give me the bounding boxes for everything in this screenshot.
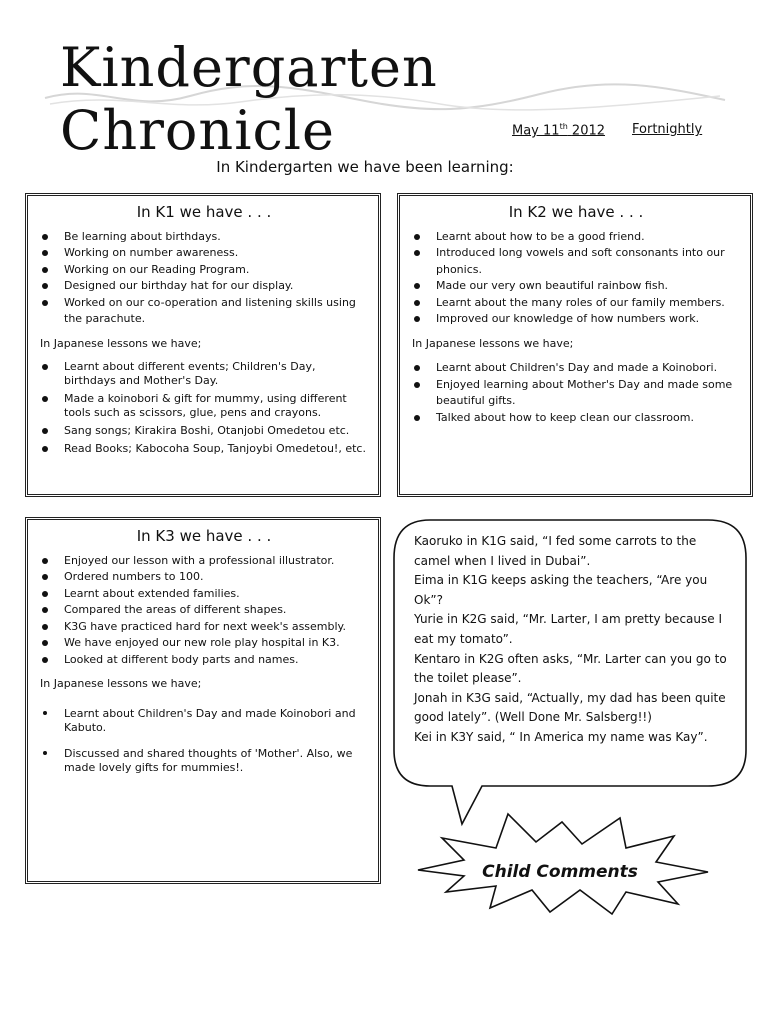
issue-frequency: Fortnightly bbox=[632, 122, 703, 137]
list-item: Learnt about how to be a good friend. bbox=[412, 229, 740, 246]
comment-line: Kei in K3Y said, “ In America my name was Kay”. bbox=[414, 729, 708, 744]
list-item: Worked on our co-operation and listening skills using the parachute. bbox=[40, 295, 368, 328]
list-item: Designed our birthday hat for our display. bbox=[40, 278, 368, 295]
k3-japanese-list bbox=[40, 707, 368, 775]
comment-line: Kentaro in K2G often asks, “Mr. Larter can you go to the toilet please”. bbox=[414, 651, 727, 686]
child-comments-label: Child Comments bbox=[482, 862, 638, 882]
list-item: Ordered numbers to 100. bbox=[40, 569, 368, 586]
comment-line: Kaoruko in K1G said, “I fed some carrots to the camel when I lived in Dubai”. bbox=[414, 534, 697, 568]
list-item: Learnt about extended families. bbox=[40, 586, 368, 603]
list-item: Enjoyed our lesson with a professional illustrator. bbox=[40, 553, 368, 570]
list-item: Compared the areas of different shapes. bbox=[40, 602, 368, 619]
list-item: Learnt about different events; Children's Day, birthdays and Mother's Day. bbox=[40, 360, 368, 388]
k1-panel bbox=[25, 193, 381, 497]
list-item: Looked at different body parts and names. bbox=[40, 652, 368, 669]
comment-line: Jonah in K3G said, “Actually, my dad has been quite good lately”. (Well Done Mr. Salsberg!!) bbox=[414, 690, 726, 725]
list-item: Read Books; Kabocoha Soup, Tanjoybi Omedetou!, etc. bbox=[40, 442, 368, 456]
comment-line: Yurie in K2G said, “Mr. Larter, I am pretty because I eat my tomato”. bbox=[414, 612, 722, 646]
newsletter-title: Kindergarten Chronicle bbox=[60, 36, 438, 162]
list-item: Be learning about birthdays. bbox=[40, 229, 368, 246]
issue-date bbox=[512, 122, 605, 138]
list-item: Discussed and shared thoughts of 'Mother'. Also, we made lovely gifts for mummies!. bbox=[40, 747, 368, 775]
k2-panel bbox=[397, 193, 753, 497]
list-item: Made a koinobori & gift for mummy, using different tools such as scissors, glue, pens and crayons. bbox=[40, 392, 368, 420]
k1-heading: In K1 we have . . . bbox=[136, 203, 272, 221]
k1-japanese-heading: In Japanese lessons we have; bbox=[40, 336, 202, 350]
date-month-day: May 11 bbox=[512, 123, 560, 139]
list-item: Made our very own beautiful rainbow fish. bbox=[412, 278, 740, 295]
list-item: Improved our knowledge of how numbers work. bbox=[412, 311, 740, 328]
list-item: Working on number awareness. bbox=[40, 245, 368, 262]
date-ordinal: th bbox=[559, 122, 568, 131]
k2-list bbox=[412, 229, 740, 328]
k1-japanese-list bbox=[40, 360, 368, 456]
list-item: Learnt about Children's Day and made a Koinobori. bbox=[412, 360, 740, 377]
k2-japanese-list bbox=[412, 360, 740, 426]
list-item: Introduced long vowels and soft consonants into our phonics. bbox=[412, 245, 740, 278]
k2-heading: In K2 we have . . . bbox=[508, 203, 644, 221]
k3-panel bbox=[25, 517, 381, 884]
k2-japanese-heading: In Japanese lessons we have; bbox=[412, 336, 574, 350]
date-year: 2012 bbox=[571, 123, 606, 139]
list-item: Learnt about the many roles of our family members. bbox=[412, 295, 740, 312]
list-item: Enjoyed learning about Mother's Day and made some beautiful gifts. bbox=[412, 377, 740, 410]
list-item: Learnt about Children's Day and made Koinobori and Kabuto. bbox=[40, 707, 368, 735]
list-item: We have enjoyed our new role play hospital in K3. bbox=[40, 635, 368, 652]
k1-list bbox=[40, 229, 368, 328]
list-item: Working on our Reading Program. bbox=[40, 262, 368, 279]
section-intro: In Kindergarten we have been learning: bbox=[216, 158, 514, 176]
k3-list bbox=[40, 553, 368, 669]
child-comments-text bbox=[414, 532, 734, 748]
list-item: Sang songs; Kirakira Boshi, Otanjobi Omedetou etc. bbox=[40, 424, 368, 438]
list-item: K3G have practiced hard for next week's assembly. bbox=[40, 619, 368, 636]
k3-japanese-heading: In Japanese lessons we have; bbox=[40, 677, 202, 690]
comment-line: Eima in K1G keeps asking the teachers, “Are you Ok”? bbox=[414, 573, 708, 607]
k3-heading: In K3 we have . . . bbox=[136, 527, 272, 545]
list-item: Talked about how to keep clean our classroom. bbox=[412, 410, 740, 427]
